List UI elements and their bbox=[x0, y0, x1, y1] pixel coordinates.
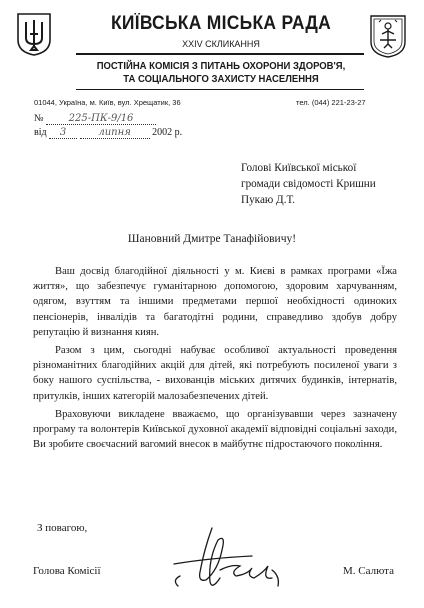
date-day: 3 bbox=[49, 127, 77, 139]
body-paragraph-3: Враховуючи викладене вважаємо, що організувавши через зазначену програму та волонтерів Київської духовної академії відповідні соціальні заходи, Ви зробите своєчасний вагомий внесок в майбутнє підростаючого покоління. bbox=[33, 408, 397, 451]
addressee-line-2: громади свідомості Кришни bbox=[241, 178, 376, 190]
date-month: липня bbox=[80, 127, 150, 139]
committee-name bbox=[83, 60, 359, 86]
body-paragraph-1: Ваш досвід благодійної діяльності у м. Києві в рамках програми «Їжа життя», що забезпечує гуманітарною допомогою, здоровим харчуванням, одягом, взуттям та іншими предметами першої необхідності одиноких пенсіонерів, інвалідів та багатодітні родини, справедливо здобув добру репутацію й визнання киян. bbox=[33, 266, 397, 338]
signatory-name: М. Салюта bbox=[343, 565, 394, 577]
body-paragraph-2: Разом з цим, сьогодні набуває особливої актуальності проведення різноманітних благодійних акцій для дітей, які потребують посиленої уваги з боку нашого суспільства, - вихованців міських дитячих будинків, інтернатів, притулків, інших категорій малозабезпечених дітей. bbox=[33, 345, 397, 402]
reference-number-label: № bbox=[34, 113, 44, 124]
addressee-line-1: Голові Київської міської bbox=[241, 162, 357, 174]
addressee-line-3: Пукаю Д.Т. bbox=[241, 194, 295, 206]
convocation: XXIV СКЛИКАННЯ bbox=[182, 39, 260, 49]
header-rule-bottom bbox=[76, 89, 364, 90]
closing-regards: З повагою, bbox=[37, 522, 88, 534]
date-label: від bbox=[34, 127, 47, 138]
salutation: Шановний Дмитре Танафійовичу! bbox=[127, 233, 297, 245]
trident-coat-of-arms-icon bbox=[16, 12, 52, 56]
date-year: 2002 р. bbox=[152, 127, 183, 138]
signatory-role: Голова Комісії bbox=[33, 565, 101, 577]
committee-line-2: ТА СОЦІАЛЬНОГО ЗАХИСТУ НАСЕЛЕННЯ bbox=[123, 74, 319, 85]
address: 01044, Україна, м. Київ, вул. Хрещатик, 36 bbox=[34, 98, 181, 107]
phone: тел. (044) 221-23-27 bbox=[296, 98, 366, 107]
reference-number-value: 225-ПК-9/16 bbox=[46, 113, 156, 125]
committee-line-1: ПОСТІЙНА КОМІСІЯ З ПИТАНЬ ОХОРОНИ ЗДОРОВ'Я, bbox=[96, 61, 346, 72]
org-title: КИЇВСЬКА МІСЬКА РАДА bbox=[110, 13, 332, 34]
addressee-block bbox=[241, 160, 417, 208]
date-line bbox=[34, 127, 214, 139]
letter-body bbox=[33, 264, 397, 455]
handwritten-signature bbox=[160, 520, 300, 600]
kyiv-coat-of-arms-icon bbox=[368, 12, 408, 58]
header-rule-top bbox=[76, 53, 364, 55]
reference-number-line bbox=[34, 113, 174, 125]
